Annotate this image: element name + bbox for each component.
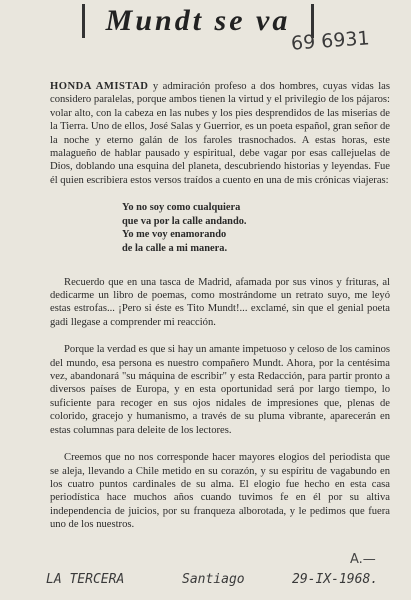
handwritten-footer [46, 572, 401, 594]
publication-date: 29-IX-1968. [292, 572, 379, 587]
headline: Mundt se va [105, 4, 291, 37]
poem-line: que va por la calle andando. [122, 215, 247, 227]
paragraph-1 [50, 80, 390, 187]
publication-city: Santiago [182, 572, 245, 587]
handwritten-number: 69 6931 [290, 27, 371, 55]
headline-box [82, 4, 314, 38]
publication-name: LA TERCERA [46, 572, 125, 587]
poem-line: Yo me voy enamorando [122, 229, 227, 241]
poem-line: Yo no soy como cualquiera [122, 202, 241, 214]
lead-words: HONDA AMISTAD [50, 81, 149, 92]
paragraph-1-text: y admiración profeso a dos hombres, cuyas vidas las considero paralelas, porque ambos tienen la virtud y el privilegio de los pájaros: volar alto, con la cabeza en las nubes y los pies desprendidos de las miserias de la Tierra. Uno de ellos, José Salas y Guerrior, es un poeta español, gran señor de la noche y eterno galán de los faroles trasnochados. A estas horas, este malagueño de hablar pausado y espiritual, debe vagar por esas callejuelas de Dios, doblando una esquina del planeta, descubriendo historias y leyendas. Fue él quien escribiera estos versos traídos a cuento en una de mis crónicas viajeras: [50, 81, 390, 186]
author-initial: A.— [350, 552, 376, 567]
poem-line: de la calle a mi manera. [122, 243, 228, 255]
article-body [50, 80, 390, 546]
poem [122, 201, 390, 255]
paragraph-4: Creemos que no nos corresponde hacer mayores elogios del periodista que se aleja, llevando a Chile metido en su corazón, y su espíritu de vagabundo en los cuatro puntos cardinales de su alma. El elogio fue hecho en esta casa periodística hace muchos años cuando tuvimos fe en él por su altiva independencia de juicios, por su franqueza alborotada, y le pedimos que fuera uno de los nuestros. [50, 452, 390, 531]
paragraph-3: Porque la verdad es que si hay un amante impetuoso y celoso de los caminos del mundo, esa persona es nuestro compañero Mundt. Ahora, por la centésima vez, abandonará "su máquina de escribir" y esta Redacción, para partir pronto a diversos países de Europa, y en esta oportunidad será por largo tiempo, lo suficiente para recoger en sus ojos nidales de impresiones que, plenas de colorido, gracejo y humanismo, a través de su pluma vibrante, aparecerán en estas columnas para deleite de los lectores. [50, 344, 390, 436]
paragraph-2: Recuerdo que en una tasca de Madrid, afamada por sus vinos y frituras, al dedicarme un libro de poemas, como mostrándome un retrato suyo, me leyó estas estrofas... ¡Pero si éste es Tito Mundt!... exclamé, sin que el genial poeta gadi llegase a comprender mi reacción. [50, 276, 390, 328]
